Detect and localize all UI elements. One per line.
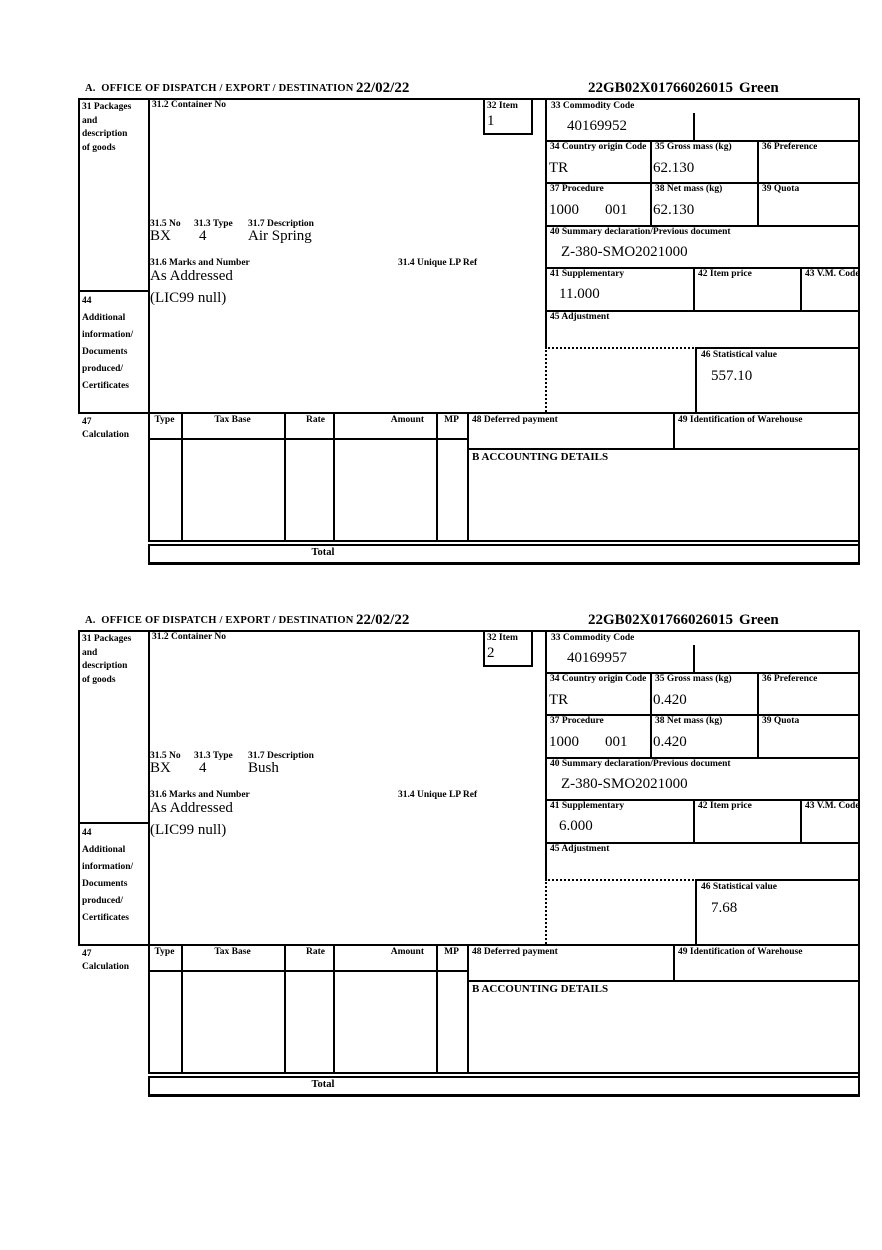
container-no-label: 31.2 Container No	[152, 100, 226, 110]
box44-label	[82, 293, 133, 395]
gross-mass-label: 35 Gross mass (kg)	[655, 142, 732, 152]
routing-status: Green	[739, 80, 779, 96]
box44-label-line: Documents	[82, 347, 128, 357]
country-origin-value: TR	[549, 160, 569, 176]
description-label: 31.7 Description	[248, 751, 314, 761]
commodity-code-divider-line	[693, 645, 695, 672]
country-origin-label: 34 Country origin Code	[550, 142, 647, 152]
warehouse-label: 49 Identification of Warehouse	[678, 947, 803, 957]
calc-header-underline	[148, 438, 469, 440]
box48-49-bottom-line	[467, 448, 860, 450]
box31-label-line: description	[82, 129, 128, 139]
procedure-value-1: 1000	[549, 734, 579, 750]
net-mass-value: 0.420	[653, 734, 687, 750]
box44-label-line: Additional	[82, 313, 126, 323]
col42-left-line	[693, 267, 695, 310]
box31-label	[82, 101, 131, 155]
box47-label-line: 47	[82, 949, 92, 959]
box44-label	[82, 825, 133, 927]
box31-44-divider-line	[78, 290, 148, 292]
calc-col-line	[333, 944, 335, 1072]
gross-mass-value: 0.420	[653, 692, 687, 708]
calc-col-line	[436, 412, 438, 540]
total-label: Total	[311, 547, 335, 558]
box48-49-bottom-line	[467, 980, 860, 982]
calc-bottom-line	[148, 1072, 860, 1074]
box44-label-line: produced/	[82, 364, 124, 374]
deferred-payment-label: 48 Deferred payment	[472, 947, 558, 957]
office-of-dispatch-header: A. OFFICE OF DISPATCH / EXPORT / DESTINATION	[85, 83, 354, 94]
calc-header-mp: MP	[444, 415, 459, 425]
package-no-label: 31.5 No	[150, 751, 181, 761]
country-origin-value: TR	[549, 692, 569, 708]
description-label: 31.7 Description	[248, 219, 314, 229]
box31-label-line: of goods	[82, 142, 116, 153]
statistical-value-label: 46 Statistical value	[701, 350, 777, 360]
quota-label: 39 Quota	[762, 716, 800, 726]
package-type-value: 4	[199, 760, 207, 776]
mrn-number: 22GB02X01766026015	[588, 612, 734, 628]
previous-document-label: 40 Summary declaration/Previous document	[550, 759, 731, 769]
package-no-value: BX	[150, 760, 171, 776]
box44-label-line: information/	[82, 330, 134, 340]
gross-mass-value: 62.130	[653, 160, 695, 176]
box44-label-line: information/	[82, 862, 134, 872]
box31-label-line: and	[82, 115, 98, 126]
box44-label-line: Documents	[82, 879, 128, 889]
acceptance-date: 22/02/22	[356, 612, 410, 628]
quota-label: 39 Quota	[762, 184, 800, 194]
goods-description-value: Air Spring	[248, 228, 312, 244]
previous-document-value: Z-380-SMO2021000	[561, 776, 688, 792]
box47-label-line: 47	[82, 417, 92, 427]
calc-header-type: Type	[154, 415, 175, 425]
calc-col-line	[181, 944, 183, 1072]
calc-col-line	[436, 944, 438, 1072]
col43-left-line	[800, 799, 802, 842]
unique-lp-ref-label: 31.4 Unique LP Ref	[398, 790, 478, 800]
calc-header-tax-base: Tax Base	[214, 947, 251, 957]
box31-label-line: of goods	[82, 674, 116, 685]
goods-description-value: Bush	[248, 760, 279, 776]
label-column-divider-line	[148, 630, 150, 1072]
item-number-label: 32 Item	[487, 633, 518, 643]
box47-label	[82, 416, 129, 442]
box48-49-divider-line	[673, 944, 675, 980]
total-label: Total	[311, 1079, 335, 1090]
package-no-value: BX	[150, 228, 171, 244]
box44-label-line: Certificates	[82, 913, 129, 923]
col36-left-line	[757, 672, 759, 757]
package-no-label: 31.5 No	[150, 219, 181, 229]
additional-info-value: (LIC99 null)	[150, 822, 227, 838]
supplementary-label: 41 Supplementary	[550, 801, 625, 811]
calc-header-amount: Amount	[390, 415, 424, 425]
gross-mass-label: 35 Gross mass (kg)	[655, 674, 732, 684]
col42-left-line	[693, 799, 695, 842]
box31-44-divider-line	[78, 822, 148, 824]
commodity-code-divider-line	[693, 113, 695, 140]
calc-col-line	[333, 412, 335, 540]
calc-table-right-line	[467, 412, 469, 540]
previous-document-value: Z-380-SMO2021000	[561, 244, 688, 260]
commodity-code-value: 40169957	[567, 650, 627, 666]
box44-label-line: 44	[82, 828, 92, 838]
procedure-label: 37 Procedure	[550, 716, 604, 726]
border-right-line	[858, 630, 860, 1097]
supplementary-value: 6.000	[559, 818, 593, 834]
calc-bottom-line	[148, 540, 860, 542]
calc-col-line	[181, 412, 183, 540]
border-right-line	[858, 98, 860, 565]
dotted-top-line	[545, 879, 697, 881]
country-origin-label: 34 Country origin Code	[550, 674, 647, 684]
warehouse-label: 49 Identification of Warehouse	[678, 415, 803, 425]
box31-label	[82, 633, 131, 687]
box47-label-line: Calculation	[82, 430, 129, 440]
item-number-value: 2	[487, 645, 495, 661]
box44-label-line: Additional	[82, 845, 126, 855]
marks-value: As Addressed	[150, 800, 233, 816]
procedure-value-1: 1000	[549, 202, 579, 218]
item-price-label: 42 Item price	[698, 801, 752, 811]
vm-code-label: 43 V.M. Code	[805, 269, 860, 279]
calc-col-line	[284, 944, 286, 1072]
box44-label-line: produced/	[82, 896, 124, 906]
item-number-label: 32 Item	[487, 101, 518, 111]
vm-code-label: 43 V.M. Code	[805, 801, 860, 811]
col35-left-line	[650, 140, 652, 225]
net-mass-value: 62.130	[653, 202, 695, 218]
preference-label: 36 Preference	[762, 142, 818, 152]
declaration-item-section	[78, 612, 862, 1098]
mrn-number: 22GB02X01766026015	[588, 80, 734, 96]
net-mass-label: 38 Net mass (kg)	[655, 184, 723, 194]
procedure-label: 37 Procedure	[550, 184, 604, 194]
dotted-left-line	[545, 879, 547, 944]
border-left-line	[78, 630, 80, 944]
package-type-label: 31.3 Type	[194, 751, 233, 761]
net-mass-label: 38 Net mass (kg)	[655, 716, 723, 726]
adjustment-label: 45 Adjustment	[550, 844, 610, 854]
procedure-value-2: 001	[605, 202, 628, 218]
container-no-label: 31.2 Container No	[152, 632, 226, 642]
border-left-line	[78, 98, 80, 412]
previous-document-label: 40 Summary declaration/Previous document	[550, 227, 731, 237]
calc-header-tax-base: Tax Base	[214, 415, 251, 425]
box47-label-line: Calculation	[82, 962, 129, 972]
additional-info-value: (LIC99 null)	[150, 290, 227, 306]
commodity-code-value: 40169952	[567, 118, 627, 134]
unique-lp-ref-label: 31.4 Unique LP Ref	[398, 258, 478, 268]
item-number-value: 1	[487, 113, 495, 129]
marks-label: 31.6 Marks and Number	[150, 258, 250, 268]
col36-left-line	[757, 140, 759, 225]
commodity-code-label: 33 Commodity Code	[551, 101, 635, 111]
supplementary-value: 11.000	[559, 286, 600, 302]
commodity-code-label: 33 Commodity Code	[551, 633, 635, 643]
package-type-value: 4	[199, 228, 207, 244]
statistical-value-value: 7.68	[711, 900, 738, 916]
preference-label: 36 Preference	[762, 674, 818, 684]
box44-label-line: 44	[82, 296, 92, 306]
marks-label: 31.6 Marks and Number	[150, 790, 250, 800]
box44-label-line: Certificates	[82, 381, 129, 391]
adjustment-label: 45 Adjustment	[550, 312, 610, 322]
office-of-dispatch-header: A. OFFICE OF DISPATCH / EXPORT / DESTINATION	[85, 615, 354, 626]
box31-label-line: description	[82, 661, 128, 671]
calc-header-type: Type	[154, 947, 175, 957]
col35-left-line	[650, 672, 652, 757]
package-type-label: 31.3 Type	[194, 219, 233, 229]
box31-label-line: 31 Packages	[82, 634, 132, 644]
statistical-value-label: 46 Statistical value	[701, 882, 777, 892]
box31-label-line: and	[82, 647, 98, 658]
calc-header-underline	[148, 970, 469, 972]
calc-table-right-line	[467, 944, 469, 1072]
declaration-item-section	[78, 80, 862, 566]
procedure-value-2: 001	[605, 734, 628, 750]
dotted-left-line	[545, 347, 547, 412]
dotted-top-line	[545, 347, 697, 349]
item-price-label: 42 Item price	[698, 269, 752, 279]
box47-label	[82, 948, 129, 974]
calc-col-line	[284, 412, 286, 540]
accounting-details-label: B ACCOUNTING DETAILS	[472, 451, 609, 463]
calc-header-mp: MP	[444, 947, 459, 957]
deferred-payment-label: 48 Deferred payment	[472, 415, 558, 425]
acceptance-date: 22/02/22	[356, 80, 410, 96]
box48-49-divider-line	[673, 412, 675, 448]
col43-left-line	[800, 267, 802, 310]
calc-header-rate: Rate	[306, 415, 325, 425]
calc-header-amount: Amount	[390, 947, 424, 957]
box31-label-line: 31 Packages	[82, 102, 132, 112]
accounting-details-label: B ACCOUNTING DETAILS	[472, 983, 609, 995]
routing-status: Green	[739, 612, 779, 628]
calc-header-rate: Rate	[306, 947, 325, 957]
marks-value: As Addressed	[150, 268, 233, 284]
supplementary-label: 41 Supplementary	[550, 269, 625, 279]
label-column-divider-line	[148, 98, 150, 540]
statistical-value-value: 557.10	[711, 368, 753, 384]
